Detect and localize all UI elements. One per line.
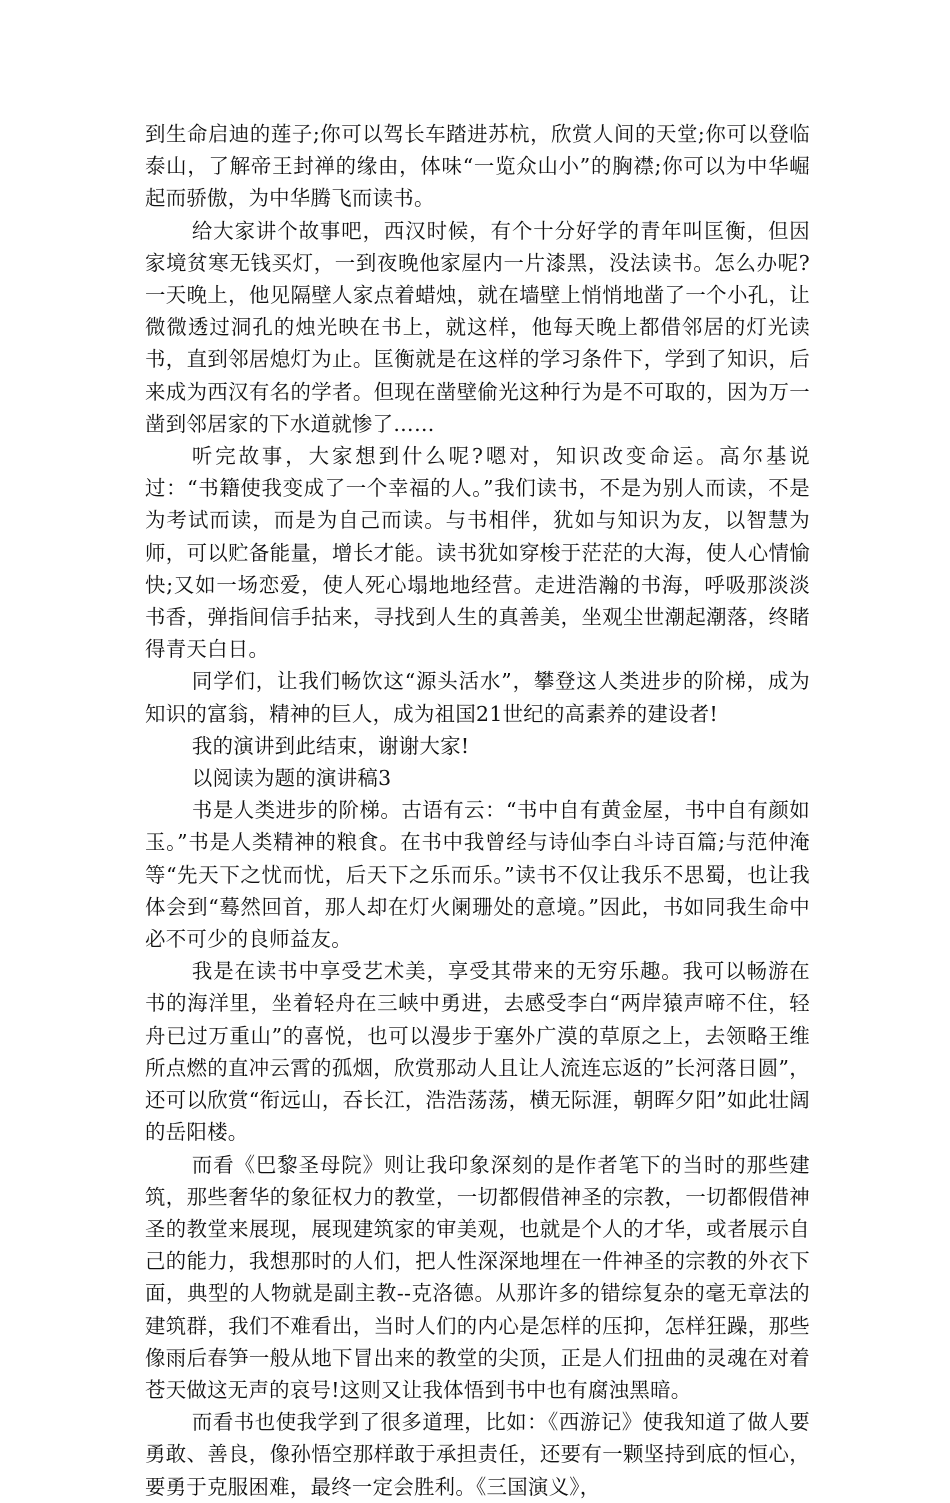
- paragraph-kuang-heng-story: 给大家讲个故事吧，西汉时候，有个十分好学的青年叫匡衡，但因家境贫寒无钱买灯，一到夜晚他家屋内一片漆黑，没法读书。怎么办呢?一天晚上，他见隔壁人家点着蜡烛，就在墙壁上悄悄地凿了一个小孔，让微微透过洞孔的烛光映在书上，就这样，他每天晚上都借邻居的灯光读书，直到邻居熄灯为止。匡衡就是在这样的学习条件下，学到了知识，后来成为西汉有名的学者。但现在凿壁偷光这种行为是不可取的，因为万一凿到邻居家的下水道就惨了……: [145, 218, 810, 436]
- paragraph-knowledge-changes-fate: 听完故事，大家想到什么呢?嗯对，知识改变命运。高尔基说过：“书籍使我变成了一个幸福的人。”我们读书，不是为别人而读，不是为考试而读，而是为自己而读。与书相伴，犹如与知识为友，以智慧为师，可以贮备能量，增长才能。读书犹如穿梭于茫茫的大海，使人心情愉快;又如一场恋爱，使人死心塌地地经营。走进浩瀚的书海，呼吸那淡淡书香，弹指间信手拈来，寻找到人生的真善美，坐观尘世潮起潮落，终睹得青天白日。: [145, 444, 810, 662]
- paragraph-art-beauty: 我是在读书中享受艺术美，享受其带来的无穷乐趣。我可以畅游在书的海洋里，坐着轻舟在三峡中勇进，去感受李白“两岸猿声啼不住，轻舟已过万重山”的喜悦，也可以漫步于塞外广漠的草原之上，去领略王维所点燃的直冲云霄的孤烟，欣赏那动人且让人流连忘返的”长河落日圆”，还可以欣赏“衔远山，吞长江，浩浩荡荡，横无际涯，朝晖夕阳”如此壮阔的岳阳楼。: [145, 959, 810, 1145]
- paragraph-closing: 我的演讲到此结束，谢谢大家!: [191, 733, 470, 758]
- paragraph-continuation: 到生命启迪的莲子;你可以驾长车踏进苏杭，欣赏人间的天堂;你可以登临泰山，了解帝王封禅的缘由，体味“一览众山小”的胸襟;你可以为中华崛起而骄傲，为中华腾飞而读书。: [145, 122, 810, 211]
- paragraph-notre-dame: 而看《巴黎圣母院》则让我印象深刻的是作者笔下的当时的那些建筑，那些奢华的象征权力的教堂，一切都假借神圣的宗教，一切都假借神圣的教堂来展现，展现建筑家的审美观，也就是个人的才华，或者展示自己的能力，我想那时的人们，把人性深深地埋在一件神圣的宗教的外衣下面，典型的人物就是副主教--克洛德。从那许多的错综复杂的毫无章法的建筑群，我们不难看出，当时人们的内心是怎样的压抑，怎样狂躁，那些像雨后春笋一般从地下冒出来的教堂的尖顶，正是人们扭曲的灵魂在对着苍天做这无声的哀号!这则又让我体悟到书中也有腐浊黑暗。: [145, 1152, 810, 1402]
- paragraph-books-ladder: 书是人类进步的阶梯。古语有云：“书中自有黄金屋，书中自有颜如玉。”书是人类精神的粮食。在书中我曾经与诗仙李白斗诗百篇;与范仲淹等“先天下之忧而忧，后天下之乐而乐。”读书不仅让我乐不思蜀，也让我体会到“蓦然回首，那人却在灯火阑珊处的意境。”因此，书如同我生命中必不可少的良师益友。: [145, 798, 810, 952]
- paragraph-call-to-classmates: 同学们，让我们畅饮这“源头活水”，攀登这人类进步的阶梯，成为知识的富翁，精神的巨人，成为祖国21世纪的高素养的建设者!: [145, 669, 810, 726]
- section-heading: 以阅读为题的演讲稿3: [191, 766, 392, 791]
- document-page: [145, 118, 810, 1503]
- paragraph-journey-west: 而看书也使我学到了很多道理，比如：《西游记》使我知道了做人要勇敢、善良，像孙悟空那样敢于承担责任，还要有一颗坚持到底的恒心，要勇于克服困难，最终一定会胜利。《三国演义》，: [145, 1410, 810, 1499]
